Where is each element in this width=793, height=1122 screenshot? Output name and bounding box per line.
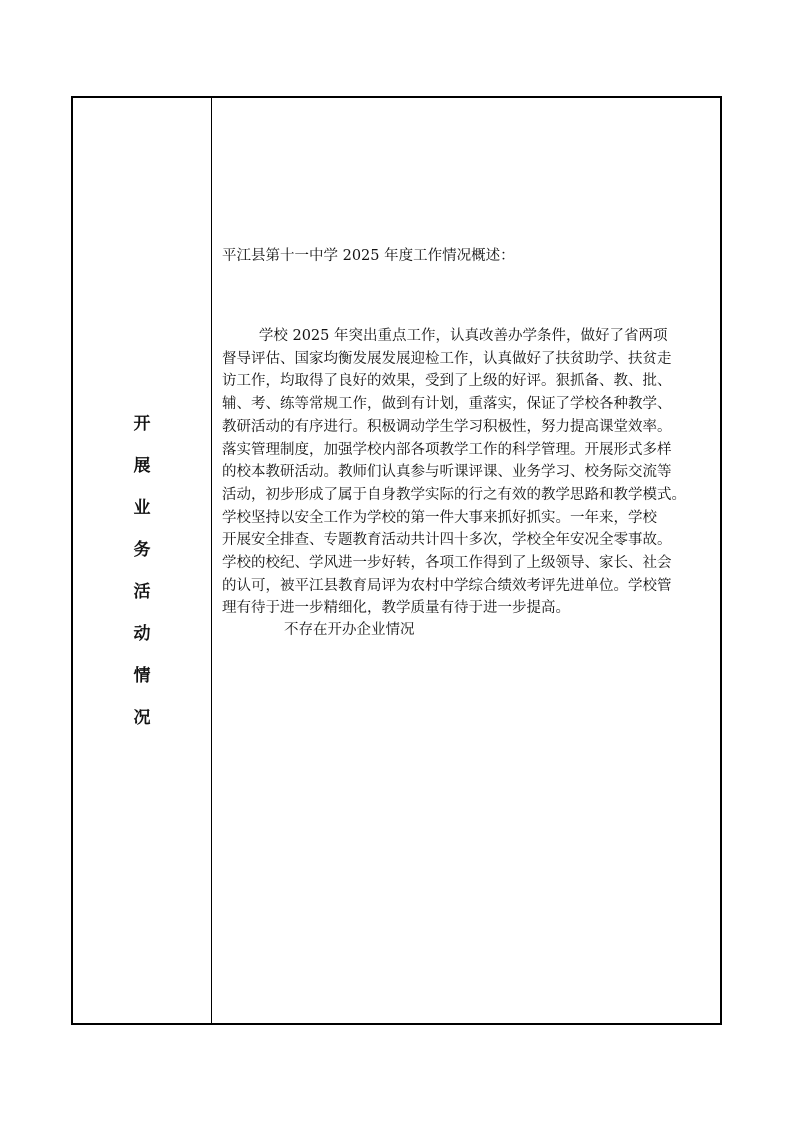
section-label-char: 务: [133, 540, 151, 560]
section-label: [73, 403, 211, 739]
section-content-cell: [212, 98, 720, 1023]
summary-line: 辅、考、练等常规工作，做到有计划，重落实，保证了学校各种教学、: [222, 396, 672, 413]
enterprise-note: 不存在开办企业情况: [284, 622, 415, 638]
summary-line: 学校的校纪、学风进一步好转，各项工作得到了上级领导、家长、社会: [222, 555, 672, 572]
summary-line: 访工作，均取得了良好的效果，受到了上级的好评。狠抓备、教、批、: [222, 373, 672, 390]
summary-line: 开展安全排查、专题教育活动共计四十多次，学校全年安况全零事故。: [222, 532, 672, 549]
summary-line: 的校本教研活动。教师们认真参与听课评课、业务学习、校务际交流等: [222, 464, 672, 481]
section-label-char: 情: [133, 666, 151, 686]
section-label-cell: [73, 98, 212, 1023]
summary-line: 学校坚持以安全工作为学校的第一件大事来抓好抓实。一年来，学校: [222, 509, 657, 526]
section-label-char: 动: [133, 624, 151, 644]
summary-body: [222, 325, 717, 620]
section-label-char: 活: [133, 582, 151, 602]
summary-line: 的认可，被平江县教育局评为农村中学综合绩效考评先进单位。学校管: [222, 577, 672, 594]
summary-line: 教研活动的有序进行。积极调动学生学习积极性，努力提高课堂效率。: [222, 418, 672, 435]
summary-line: 活动，初步形成了属于自身教学实际的行之有效的教学思路和教学模式。: [222, 486, 686, 503]
section-label-char: 展: [133, 456, 151, 476]
section-label-char: 业: [133, 498, 151, 518]
activity-table: [71, 96, 722, 1025]
section-label-char: 况: [133, 708, 151, 728]
summary-line: 理有待于进一步精细化，教学质量有待于进一步提高。: [222, 600, 570, 617]
section-label-char: 开: [133, 414, 151, 434]
summary-line: 学校 2025 年突出重点工作，认真改善办学条件，做好了省两项: [222, 328, 668, 344]
summary-line: 落实管理制度，加强学校内部各项教学工作的科学管理。开展形式多样: [222, 441, 672, 458]
summary-line: 督导评估、国家均衡发展发展迎检工作，认真做好了扶贫助学、扶贫走: [222, 350, 672, 367]
summary-title: 平江县第十一中学 2025 年度工作情况概述：: [222, 248, 515, 264]
